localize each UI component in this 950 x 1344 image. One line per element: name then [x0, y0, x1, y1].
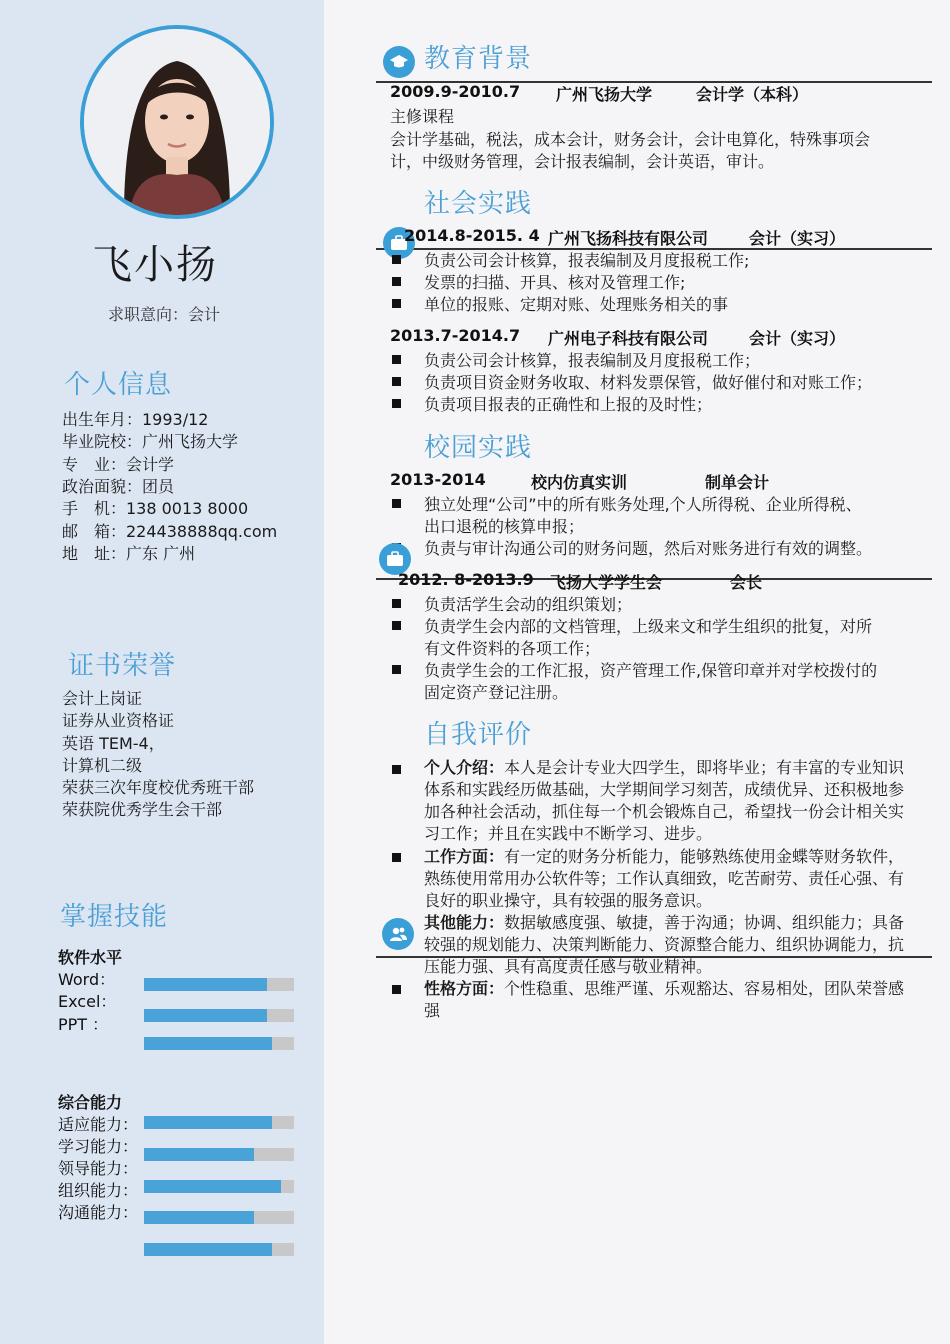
- ability-bar-fill: [144, 1243, 272, 1256]
- ability-label-communicate: 沟通能力：: [58, 1203, 139, 1222]
- info-birth: 出生年月：1993/12: [62, 410, 209, 429]
- job-item: 负责公司会计核算，报表编制及月度报税工作；: [424, 351, 761, 370]
- ability-label-lead: 领导能力：: [58, 1159, 139, 1178]
- ability-label-organize: 组织能力：: [58, 1181, 139, 1200]
- ability-label-learn: 学习能力：: [58, 1137, 139, 1156]
- self-eval-item: [424, 912, 910, 978]
- campus-title: 校园实践: [424, 433, 533, 463]
- ability-bar-lead: [144, 1180, 294, 1193]
- bullet: [392, 355, 401, 364]
- info-school: 毕业院校：广州飞扬大学: [62, 432, 239, 451]
- ability-bar-learn: [144, 1148, 294, 1161]
- skill-bar-fill: [144, 1009, 267, 1022]
- bullet: [392, 985, 401, 994]
- job-company: 广州电子科技有限公司: [548, 329, 709, 348]
- skill-bar-ppt: [144, 1037, 294, 1050]
- job-role: 会计（实习）: [749, 229, 846, 248]
- skill-bar-excel: [144, 1009, 294, 1022]
- certificates-title: 证书荣誉: [68, 651, 177, 681]
- job-objective: 求职意向：会计: [108, 305, 221, 324]
- self-eval-label: 个人介绍：: [424, 758, 505, 777]
- education-title: 教育背景: [424, 44, 533, 74]
- avatar: [80, 25, 274, 219]
- divider: [376, 956, 932, 958]
- campus-role: 制单会计: [705, 473, 770, 492]
- campus-role: 会长: [730, 573, 763, 592]
- ability-bar-organize: [144, 1211, 294, 1224]
- job-item: 单位的报账、定期对账、处理账务相关的事: [424, 295, 729, 314]
- ability-bar-fill: [144, 1148, 254, 1161]
- bullet: [392, 299, 401, 308]
- self-eval-text: 个性稳重、思维严谨、乐观豁达、容易相处，团队荣誉感强: [424, 979, 905, 1020]
- job-period: 2014.8-2015. 4: [404, 226, 540, 245]
- edu-school: 广州飞扬大学: [556, 85, 653, 104]
- avatar-image: [84, 29, 270, 215]
- bullet: [392, 399, 401, 408]
- bullet: [392, 277, 401, 286]
- job-item: 负责公司会计核算，报表编制及月度报税工作;: [424, 251, 750, 270]
- campus-item: 负责与审计沟通公司的财务问题，然后对账务进行有效的调整。: [424, 539, 873, 558]
- info-phone: 手 机：138 0013 8000: [62, 499, 249, 518]
- self-eval-text: 本人是会计专业大四学生，即将毕业；有丰富的专业知识体系和实践经历做基础，大学期间学习刻苦，成绩优异、还积极地参加各种社会活动，抓住每一个机会锻炼自己，希望找一份会计相关实习工作；并且在实践中不断学习、进步。: [424, 758, 905, 843]
- name: 飞小扬: [92, 242, 218, 288]
- info-politics: 政治面貌：团员: [62, 477, 175, 496]
- self-eval-label: 性格方面：: [424, 979, 505, 998]
- campus-period: 2012. 8-2013.9: [398, 570, 534, 589]
- self-eval-item: [424, 978, 910, 1022]
- skill-bar-word: [144, 978, 294, 991]
- skill-label-word: Word：: [58, 970, 116, 989]
- edu-period: 2009.9-2010.7: [390, 82, 521, 101]
- job-period: 2013.7-2014.7: [390, 326, 521, 345]
- campus-period: 2013-2014: [390, 470, 486, 489]
- edu-courses-label: 主修课程: [390, 107, 455, 126]
- info-address: 地 址：广东 广州: [62, 544, 196, 563]
- bullet: [392, 665, 401, 674]
- self-eval-item: [424, 846, 910, 912]
- personal-info-title: 个人信息: [64, 370, 173, 400]
- edu-courses-line: 计，中级财务管理，会计报表编制，会计英语，审计。: [390, 152, 775, 171]
- campus-org: 飞扬大学学生会: [550, 573, 663, 592]
- people-icon: [382, 918, 414, 950]
- self-eval-title: 自我评价: [424, 720, 533, 750]
- job-item: 负责项目报表的正确性和上报的及时性；: [424, 395, 713, 414]
- bullet: [392, 853, 401, 862]
- cert-item: 英语 TEM-4，: [62, 734, 165, 753]
- job-item: 发票的扫描、开具、核对及管理工作;: [424, 273, 686, 292]
- edu-major: 会计学（本科）: [696, 85, 809, 104]
- ability-bar-communicate: [144, 1243, 294, 1256]
- self-eval-label: 工作方面：: [424, 847, 505, 866]
- edu-courses-line: 会计学基础，税法，成本会计，财务会计，会计电算化，特殊事项会: [390, 130, 871, 149]
- job-item: 负责项目资金财务收取、材料发票保管，做好催付和对账工作；: [424, 373, 873, 392]
- campus-item: 固定资产登记注册。: [424, 683, 569, 702]
- software-subtitle: 软件水平: [58, 948, 123, 967]
- campus-org: 校内仿真实训: [531, 473, 628, 492]
- self-eval-item: [424, 757, 910, 845]
- self-eval-label: 其他能力：: [424, 913, 505, 932]
- ability-subtitle: 综合能力: [58, 1093, 123, 1112]
- campus-item: 出口退税的核算申报；: [424, 517, 585, 536]
- campus-item: 负责活学生会动的组织策划；: [424, 595, 633, 614]
- info-email: 邮 箱：224438888qq.com: [62, 522, 278, 541]
- cert-item: 会计上岗证: [62, 689, 143, 708]
- job-company: 广州飞扬科技有限公司: [548, 229, 709, 248]
- campus-item: 负责学生会内部的文档管理，上级来文和学生组织的批复，对所: [424, 617, 873, 636]
- cert-item: 荣获三次年度校优秀班干部: [62, 778, 255, 797]
- ability-bar-fill: [144, 1180, 281, 1193]
- bullet: [392, 499, 401, 508]
- skill-bar-fill: [144, 1037, 272, 1050]
- info-major: 专 业：会计学: [62, 455, 175, 474]
- bullet: [392, 377, 401, 386]
- ability-label-adapt: 适应能力：: [58, 1115, 139, 1134]
- skill-bar-fill: [144, 978, 267, 991]
- cert-item: 计算机二级: [62, 756, 143, 775]
- cert-item: 荣获院优秀学生会干部: [62, 800, 223, 819]
- campus-item: 负责学生会的工作汇报，资产管理工作,保管印章并对学校拨付的: [424, 661, 878, 680]
- ability-bar-adapt: [144, 1116, 294, 1129]
- ability-bar-fill: [144, 1116, 272, 1129]
- bullet: [392, 255, 401, 264]
- skill-label-ppt: PPT ：: [58, 1015, 109, 1034]
- self-eval-text: 有一定的财务分析能力，能够熟练使用金蝶等财务软件，熟练使用常用办公软件等；工作认真细致，吃苦耐劳、责任心强、有良好的职业操守，具有较强的服务意识。: [424, 847, 905, 910]
- ability-bar-fill: [144, 1211, 254, 1224]
- skills-title: 掌握技能: [60, 902, 169, 932]
- campus-item: 有文件资料的各项工作；: [424, 639, 601, 658]
- social-title: 社会实践: [424, 189, 533, 219]
- skill-label-excel: Excel：: [58, 992, 117, 1011]
- self-eval-text: 数据敏感度强、敏捷，善于沟通；协调、组织能力；具备较强的规划能力、决策判断能力、资源整合能力、组织协调能力，抗压能力强、具有高度责任感与敬业精神。: [424, 913, 905, 976]
- bullet: [392, 765, 401, 774]
- graduation-cap-icon: [383, 46, 415, 78]
- bullet: [392, 621, 401, 630]
- job-role: 会计（实习）: [749, 329, 846, 348]
- campus-item: 独立处理“公司”中的所有账务处理,个人所得税、企业所得税、: [424, 495, 862, 514]
- cert-item: 证券从业资格证: [62, 711, 175, 730]
- bullet: [392, 599, 401, 608]
